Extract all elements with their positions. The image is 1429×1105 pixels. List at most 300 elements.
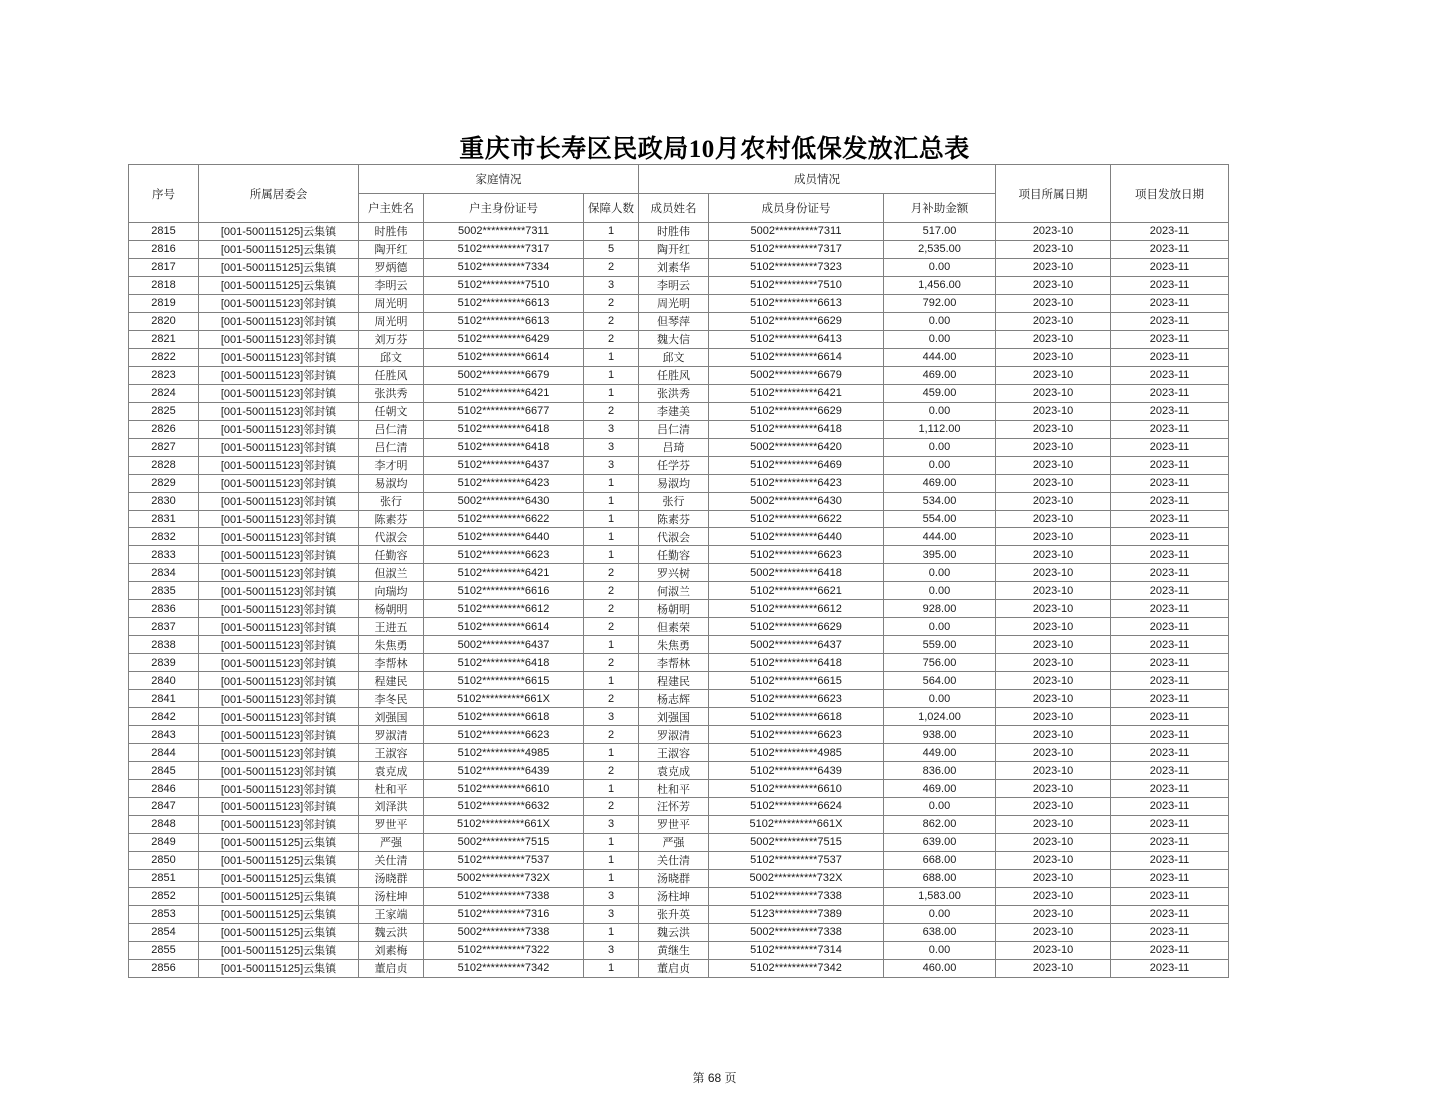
head-id-cell: 5102**********661X (424, 815, 584, 833)
member-id-cell: 5102**********6413 (709, 330, 884, 348)
member-name-cell: 何淑兰 (639, 582, 709, 600)
subsidy-amount-cell: 0.00 (884, 905, 996, 923)
project-month-cell: 2023-10 (996, 941, 1111, 959)
head-name-cell: 周光明 (359, 312, 424, 330)
serial-cell: 2835 (129, 582, 199, 600)
serial-cell: 2855 (129, 941, 199, 959)
subsidy-amount-cell: 469.00 (884, 474, 996, 492)
member-id-cell: 5002**********6679 (709, 366, 884, 384)
table-row (129, 474, 1229, 492)
issue-month-cell: 2023-11 (1111, 384, 1229, 402)
header-serial: 序号 (129, 165, 199, 223)
head-name-cell: 关仕清 (359, 851, 424, 869)
head-name-cell: 李才明 (359, 456, 424, 474)
member-id-cell: 5102**********6418 (709, 420, 884, 438)
head-id-cell: 5102**********6429 (424, 330, 584, 348)
subsidy-amount-cell: 449.00 (884, 744, 996, 762)
project-month-cell: 2023-10 (996, 294, 1111, 312)
head-id-cell: 5102**********6622 (424, 510, 584, 528)
committee-cell: [001-500115125]云集镇 (199, 851, 359, 869)
issue-month-cell: 2023-11 (1111, 726, 1229, 744)
protected-count-cell: 2 (584, 798, 639, 816)
head-name-cell: 李帮林 (359, 654, 424, 672)
serial-cell: 2856 (129, 959, 199, 977)
issue-month-cell: 2023-11 (1111, 708, 1229, 726)
subsidy-amount-cell: 668.00 (884, 851, 996, 869)
project-month-cell: 2023-10 (996, 312, 1111, 330)
protected-count-cell: 1 (584, 780, 639, 798)
table-row (129, 815, 1229, 833)
head-id-cell: 5002**********6430 (424, 492, 584, 510)
member-id-cell: 5002**********7515 (709, 833, 884, 851)
header-issue-month: 项目发放日期 (1111, 165, 1229, 223)
subsidy-amount-cell: 0.00 (884, 618, 996, 636)
committee-cell: [001-500115123]邻封镇 (199, 510, 359, 528)
issue-month-cell: 2023-11 (1111, 330, 1229, 348)
committee-cell: [001-500115125]云集镇 (199, 941, 359, 959)
head-id-cell: 5102**********6423 (424, 474, 584, 492)
subsidy-amount-cell: 0.00 (884, 438, 996, 456)
table-row (129, 600, 1229, 618)
head-id-cell: 5102**********4985 (424, 744, 584, 762)
issue-month-cell: 2023-11 (1111, 312, 1229, 330)
head-name-cell: 张洪秀 (359, 384, 424, 402)
table-body (129, 223, 1229, 978)
head-id-cell: 5102**********6418 (424, 654, 584, 672)
serial-cell: 2851 (129, 869, 199, 887)
project-month-cell: 2023-10 (996, 223, 1111, 241)
member-name-cell: 汤晓群 (639, 869, 709, 887)
serial-cell: 2834 (129, 564, 199, 582)
subsidy-amount-cell: 792.00 (884, 294, 996, 312)
subsidy-amount-cell: 444.00 (884, 348, 996, 366)
member-name-cell: 陶开红 (639, 240, 709, 258)
head-id-cell: 5102**********6618 (424, 708, 584, 726)
member-id-cell: 5102**********6421 (709, 384, 884, 402)
table-row (129, 708, 1229, 726)
protected-count-cell: 3 (584, 456, 639, 474)
page-title: 重庆市长寿区民政局10月农村低保发放汇总表 (459, 136, 970, 163)
issue-month-cell: 2023-11 (1111, 744, 1229, 762)
committee-cell: [001-500115123]邻封镇 (199, 438, 359, 456)
serial-cell: 2820 (129, 312, 199, 330)
protected-count-cell: 2 (584, 312, 639, 330)
head-id-cell: 5102**********6610 (424, 780, 584, 798)
project-month-cell: 2023-10 (996, 546, 1111, 564)
protected-count-cell: 3 (584, 438, 639, 456)
subsidy-amount-cell: 0.00 (884, 582, 996, 600)
header-committee: 所属居委会 (199, 165, 359, 223)
head-name-cell: 易淑均 (359, 474, 424, 492)
head-name-cell: 王淑容 (359, 744, 424, 762)
serial-cell: 2843 (129, 726, 199, 744)
header-project-month: 项目所属日期 (996, 165, 1111, 223)
member-id-cell: 5102**********7338 (709, 887, 884, 905)
head-name-cell: 罗淑清 (359, 726, 424, 744)
serial-cell: 2848 (129, 815, 199, 833)
protected-count-cell: 2 (584, 762, 639, 780)
head-name-cell: 时胜伟 (359, 223, 424, 241)
committee-cell: [001-500115125]云集镇 (199, 240, 359, 258)
serial-cell: 2837 (129, 618, 199, 636)
member-name-cell: 任勤容 (639, 546, 709, 564)
subsidy-amount-cell: 0.00 (884, 258, 996, 276)
member-name-cell: 严强 (639, 833, 709, 851)
header-monthly-subsidy: 月补助金额 (884, 194, 996, 223)
project-month-cell: 2023-10 (996, 762, 1111, 780)
head-id-cell: 5102**********6623 (424, 726, 584, 744)
head-id-cell: 5102**********6615 (424, 672, 584, 690)
head-name-cell: 罗世平 (359, 815, 424, 833)
member-id-cell: 5102**********6629 (709, 312, 884, 330)
subsidy-amount-cell: 564.00 (884, 672, 996, 690)
table-row (129, 276, 1229, 294)
project-month-cell: 2023-10 (996, 366, 1111, 384)
head-name-cell: 向瑞均 (359, 582, 424, 600)
issue-month-cell: 2023-11 (1111, 492, 1229, 510)
member-id-cell: 5102**********6469 (709, 456, 884, 474)
member-name-cell: 吕琦 (639, 438, 709, 456)
subsidy-amount-cell: 554.00 (884, 510, 996, 528)
project-month-cell: 2023-10 (996, 654, 1111, 672)
serial-cell: 2847 (129, 798, 199, 816)
table-row (129, 223, 1229, 241)
protected-count-cell: 3 (584, 815, 639, 833)
committee-cell: [001-500115123]邻封镇 (199, 762, 359, 780)
member-name-cell: 吕仁清 (639, 420, 709, 438)
committee-cell: [001-500115123]邻封镇 (199, 780, 359, 798)
serial-cell: 2831 (129, 510, 199, 528)
committee-cell: [001-500115123]邻封镇 (199, 330, 359, 348)
issue-month-cell: 2023-11 (1111, 887, 1229, 905)
issue-month-cell: 2023-11 (1111, 636, 1229, 654)
committee-cell: [001-500115123]邻封镇 (199, 672, 359, 690)
table-row (129, 438, 1229, 456)
head-id-cell: 5102**********6613 (424, 312, 584, 330)
project-month-cell: 2023-10 (996, 636, 1111, 654)
member-id-cell: 5123**********7389 (709, 905, 884, 923)
subsidy-amount-cell: 0.00 (884, 312, 996, 330)
project-month-cell: 2023-10 (996, 744, 1111, 762)
subsidy-amount-cell: 534.00 (884, 492, 996, 510)
issue-month-cell: 2023-11 (1111, 851, 1229, 869)
subsidy-amount-cell: 1,583.00 (884, 887, 996, 905)
table-row (129, 905, 1229, 923)
member-name-cell: 刘素华 (639, 258, 709, 276)
table-row (129, 366, 1229, 384)
head-id-cell: 5102**********7537 (424, 851, 584, 869)
serial-cell: 2832 (129, 528, 199, 546)
head-name-cell: 王进五 (359, 618, 424, 636)
head-id-cell: 5102**********7334 (424, 258, 584, 276)
serial-cell: 2850 (129, 851, 199, 869)
protected-count-cell: 1 (584, 851, 639, 869)
member-name-cell: 魏大信 (639, 330, 709, 348)
committee-cell: [001-500115123]邻封镇 (199, 384, 359, 402)
member-name-cell: 杨志辉 (639, 690, 709, 708)
serial-cell: 2828 (129, 456, 199, 474)
issue-month-cell: 2023-11 (1111, 402, 1229, 420)
serial-cell: 2839 (129, 654, 199, 672)
committee-cell: [001-500115123]邻封镇 (199, 492, 359, 510)
table-row (129, 959, 1229, 977)
table-row (129, 492, 1229, 510)
committee-cell: [001-500115123]邻封镇 (199, 420, 359, 438)
subsidy-amount-cell: 862.00 (884, 815, 996, 833)
member-id-cell: 5102**********6439 (709, 762, 884, 780)
member-name-cell: 罗兴树 (639, 564, 709, 582)
issue-month-cell: 2023-11 (1111, 366, 1229, 384)
table-row (129, 456, 1229, 474)
committee-cell: [001-500115123]邻封镇 (199, 348, 359, 366)
issue-month-cell: 2023-11 (1111, 510, 1229, 528)
member-id-cell: 5102**********4985 (709, 744, 884, 762)
protected-count-cell: 2 (584, 582, 639, 600)
subsidy-amount-cell: 756.00 (884, 654, 996, 672)
serial-cell: 2854 (129, 923, 199, 941)
member-id-cell: 5102**********6613 (709, 294, 884, 312)
head-name-cell: 吕仁清 (359, 438, 424, 456)
header-member-id: 成员身份证号 (709, 194, 884, 223)
table-row (129, 402, 1229, 420)
head-id-cell: 5002**********7515 (424, 833, 584, 851)
project-month-cell: 2023-10 (996, 887, 1111, 905)
table-row (129, 420, 1229, 438)
head-id-cell: 5102**********6440 (424, 528, 584, 546)
head-name-cell: 代淑会 (359, 528, 424, 546)
protected-count-cell: 1 (584, 636, 639, 654)
committee-cell: [001-500115125]云集镇 (199, 833, 359, 851)
issue-month-cell: 2023-11 (1111, 654, 1229, 672)
table-row (129, 798, 1229, 816)
member-name-cell: 汤柱坤 (639, 887, 709, 905)
header-head-id: 户主身份证号 (424, 194, 584, 223)
project-month-cell: 2023-10 (996, 833, 1111, 851)
table-row (129, 582, 1229, 600)
issue-month-cell: 2023-11 (1111, 564, 1229, 582)
subsidy-amount-cell: 1,112.00 (884, 420, 996, 438)
head-name-cell: 李冬民 (359, 690, 424, 708)
protected-count-cell: 3 (584, 276, 639, 294)
head-name-cell: 李明云 (359, 276, 424, 294)
issue-month-cell: 2023-11 (1111, 815, 1229, 833)
head-id-cell: 5102**********7338 (424, 887, 584, 905)
member-id-cell: 5102**********7510 (709, 276, 884, 294)
protected-count-cell: 1 (584, 528, 639, 546)
issue-month-cell: 2023-11 (1111, 474, 1229, 492)
head-id-cell: 5002**********732X (424, 869, 584, 887)
head-id-cell: 5102**********6614 (424, 618, 584, 636)
table-row (129, 510, 1229, 528)
head-id-cell: 5002**********7311 (424, 223, 584, 241)
member-id-cell: 5102**********7314 (709, 941, 884, 959)
head-id-cell: 5102**********6632 (424, 798, 584, 816)
committee-cell: [001-500115123]邻封镇 (199, 528, 359, 546)
table-header (129, 165, 1229, 223)
project-month-cell: 2023-10 (996, 384, 1111, 402)
head-name-cell: 刘万芬 (359, 330, 424, 348)
committee-cell: [001-500115123]邻封镇 (199, 798, 359, 816)
table-row (129, 923, 1229, 941)
head-id-cell: 5102**********661X (424, 690, 584, 708)
member-name-cell: 董启贞 (639, 959, 709, 977)
serial-cell: 2841 (129, 690, 199, 708)
table-row (129, 240, 1229, 258)
member-name-cell: 王淑容 (639, 744, 709, 762)
table-row (129, 654, 1229, 672)
member-id-cell: 5102**********7537 (709, 851, 884, 869)
head-id-cell: 5102**********6437 (424, 456, 584, 474)
protected-count-cell: 3 (584, 420, 639, 438)
committee-cell: [001-500115123]邻封镇 (199, 654, 359, 672)
head-name-cell: 魏云洪 (359, 923, 424, 941)
protected-count-cell: 3 (584, 887, 639, 905)
head-name-cell: 汤晓群 (359, 869, 424, 887)
project-month-cell: 2023-10 (996, 672, 1111, 690)
protected-count-cell: 2 (584, 690, 639, 708)
project-month-cell: 2023-10 (996, 905, 1111, 923)
member-id-cell: 5102**********6622 (709, 510, 884, 528)
serial-cell: 2824 (129, 384, 199, 402)
serial-cell: 2853 (129, 905, 199, 923)
head-name-cell: 罗炳德 (359, 258, 424, 276)
project-month-cell: 2023-10 (996, 815, 1111, 833)
protected-count-cell: 1 (584, 546, 639, 564)
member-name-cell: 罗世平 (639, 815, 709, 833)
head-name-cell: 任勤容 (359, 546, 424, 564)
protected-count-cell: 2 (584, 402, 639, 420)
committee-cell: [001-500115123]邻封镇 (199, 312, 359, 330)
serial-cell: 2833 (129, 546, 199, 564)
project-month-cell: 2023-10 (996, 492, 1111, 510)
issue-month-cell: 2023-11 (1111, 690, 1229, 708)
issue-month-cell: 2023-11 (1111, 438, 1229, 456)
head-id-cell: 5102**********6613 (424, 294, 584, 312)
issue-month-cell: 2023-11 (1111, 456, 1229, 474)
issue-month-cell: 2023-11 (1111, 762, 1229, 780)
committee-cell: [001-500115123]邻封镇 (199, 815, 359, 833)
protected-count-cell: 2 (584, 330, 639, 348)
committee-cell: [001-500115125]云集镇 (199, 923, 359, 941)
table-row (129, 528, 1229, 546)
table-row (129, 258, 1229, 276)
subsidy-amount-cell: 459.00 (884, 384, 996, 402)
member-id-cell: 5102**********6629 (709, 402, 884, 420)
serial-cell: 2849 (129, 833, 199, 851)
issue-month-cell: 2023-11 (1111, 582, 1229, 600)
issue-month-cell: 2023-11 (1111, 294, 1229, 312)
member-id-cell: 5102**********7317 (709, 240, 884, 258)
table-row (129, 851, 1229, 869)
head-id-cell: 5102**********7322 (424, 941, 584, 959)
subsidy-amount-cell: 0.00 (884, 402, 996, 420)
issue-month-cell: 2023-11 (1111, 258, 1229, 276)
header-member-name: 成员姓名 (639, 194, 709, 223)
project-month-cell: 2023-10 (996, 582, 1111, 600)
project-month-cell: 2023-10 (996, 258, 1111, 276)
head-id-cell: 5102**********6421 (424, 564, 584, 582)
committee-cell: [001-500115123]邻封镇 (199, 456, 359, 474)
committee-cell: [001-500115125]云集镇 (199, 887, 359, 905)
serial-cell: 2825 (129, 402, 199, 420)
serial-cell: 2830 (129, 492, 199, 510)
member-id-cell: 5102**********6618 (709, 708, 884, 726)
header-row-top (129, 165, 1229, 194)
member-id-cell: 5102**********6612 (709, 600, 884, 618)
issue-month-cell: 2023-11 (1111, 420, 1229, 438)
serial-cell: 2842 (129, 708, 199, 726)
head-name-cell: 董启贞 (359, 959, 424, 977)
protected-count-cell: 1 (584, 384, 639, 402)
issue-month-cell: 2023-11 (1111, 672, 1229, 690)
member-name-cell: 黄继生 (639, 941, 709, 959)
subsidy-amount-cell: 639.00 (884, 833, 996, 851)
member-name-cell: 陈素芬 (639, 510, 709, 528)
serial-cell: 2819 (129, 294, 199, 312)
member-name-cell: 朱焦勇 (639, 636, 709, 654)
project-month-cell: 2023-10 (996, 474, 1111, 492)
head-id-cell: 5102**********6616 (424, 582, 584, 600)
member-id-cell: 5002**********7338 (709, 923, 884, 941)
committee-cell: [001-500115123]邻封镇 (199, 618, 359, 636)
serial-cell: 2840 (129, 672, 199, 690)
head-name-cell: 杨朝明 (359, 600, 424, 618)
head-id-cell: 5002**********6679 (424, 366, 584, 384)
member-name-cell: 罗淑清 (639, 726, 709, 744)
subsidy-amount-cell: 460.00 (884, 959, 996, 977)
subsidy-amount-cell: 928.00 (884, 600, 996, 618)
protected-count-cell: 2 (584, 564, 639, 582)
head-name-cell: 张行 (359, 492, 424, 510)
subsidy-amount-cell: 444.00 (884, 528, 996, 546)
project-month-cell: 2023-10 (996, 780, 1111, 798)
head-name-cell: 刘泽洪 (359, 798, 424, 816)
protected-count-cell: 1 (584, 959, 639, 977)
member-name-cell: 任胜风 (639, 366, 709, 384)
head-name-cell: 吕仁清 (359, 420, 424, 438)
head-name-cell: 袁克成 (359, 762, 424, 780)
serial-cell: 2836 (129, 600, 199, 618)
issue-month-cell: 2023-11 (1111, 546, 1229, 564)
member-id-cell: 5102**********7342 (709, 959, 884, 977)
member-id-cell: 5102**********6423 (709, 474, 884, 492)
table-row (129, 384, 1229, 402)
issue-month-cell: 2023-11 (1111, 276, 1229, 294)
header-protected-count: 保障人数 (584, 194, 639, 223)
committee-cell: [001-500115123]邻封镇 (199, 600, 359, 618)
member-id-cell: 5002**********6418 (709, 564, 884, 582)
subsidy-amount-cell: 559.00 (884, 636, 996, 654)
subsidy-amount-cell: 0.00 (884, 330, 996, 348)
member-name-cell: 袁克成 (639, 762, 709, 780)
head-name-cell: 陈素芬 (359, 510, 424, 528)
protected-count-cell: 2 (584, 600, 639, 618)
member-name-cell: 李明云 (639, 276, 709, 294)
member-name-cell: 周光明 (639, 294, 709, 312)
head-id-cell: 5102**********6614 (424, 348, 584, 366)
member-name-cell: 李帮林 (639, 654, 709, 672)
serial-cell: 2827 (129, 438, 199, 456)
committee-cell: [001-500115125]云集镇 (199, 223, 359, 241)
subsidy-amount-cell: 517.00 (884, 223, 996, 241)
subsidy-amount-cell: 938.00 (884, 726, 996, 744)
project-month-cell: 2023-10 (996, 420, 1111, 438)
member-name-cell: 张洪秀 (639, 384, 709, 402)
head-name-cell: 汤柱坤 (359, 887, 424, 905)
committee-cell: [001-500115123]邻封镇 (199, 366, 359, 384)
table-row (129, 546, 1229, 564)
protected-count-cell: 3 (584, 708, 639, 726)
